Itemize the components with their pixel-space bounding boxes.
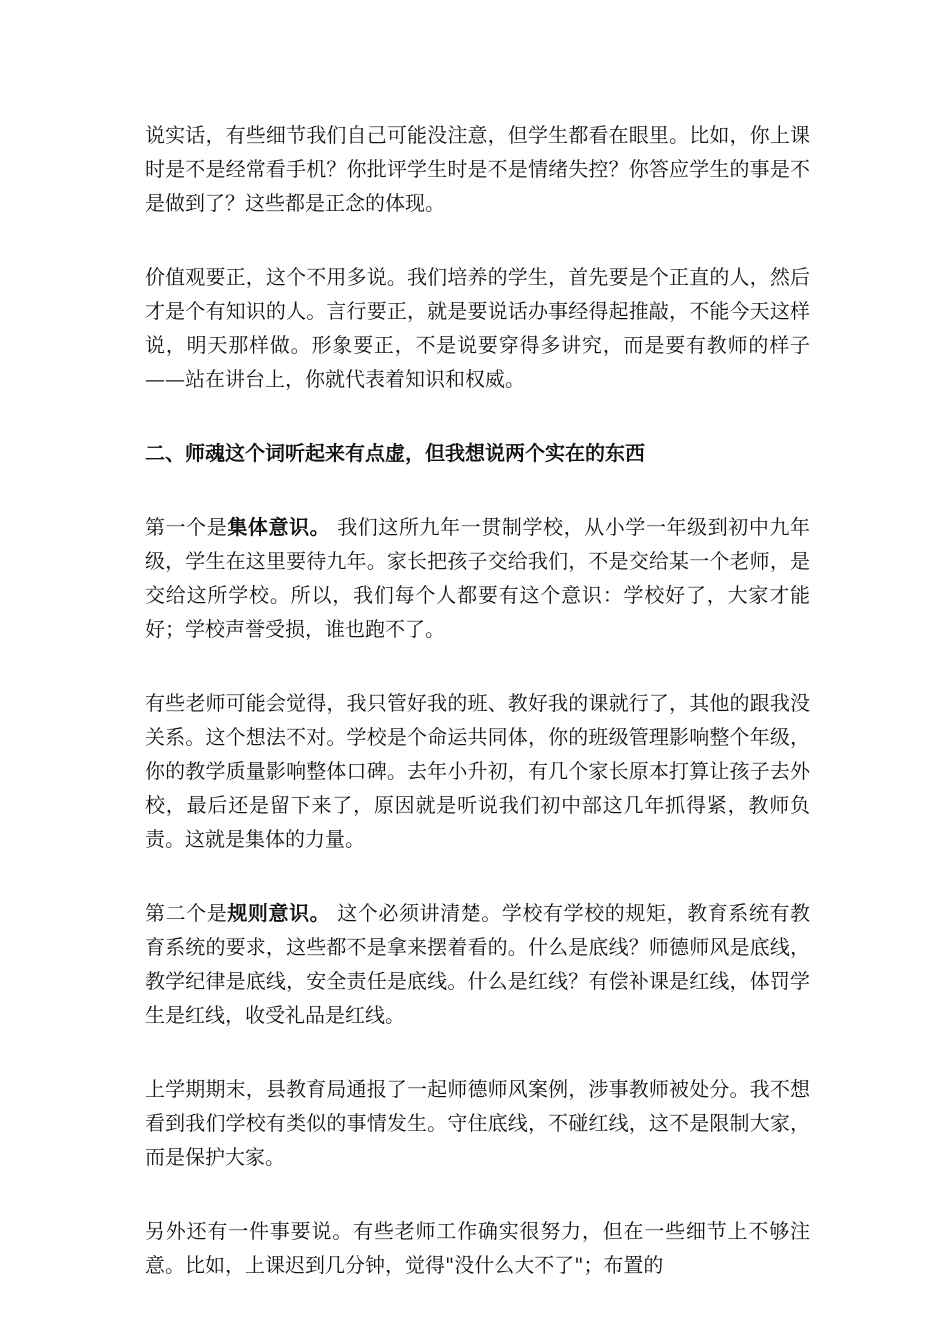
document-page: [145, 118, 810, 1322]
paragraph-5-body: 这个必须讲清楚。学校有学校的规矩，教育系统有教育系统的要求，这些都不是拿来摆着看的。什么是底线？师德师风是底线，教学纪律是底线，安全责任是底线。什么是红线？有偿补课是红线，体罚学生是红线，收受礼品是红线。: [145, 901, 811, 1027]
paragraph-7: 另外还有一件事要说。有些老师工作确实很努力，但在一些细节上不够注意。比如，上课迟到几分钟，觉得"没什么大不了"；布置的: [145, 1219, 810, 1277]
collective-awareness-term: 集体意识。: [227, 515, 331, 539]
paragraph-5-prefix: 第二个是: [145, 901, 228, 925]
section-heading-2: 二、师魂这个词听起来有点虚，但我想说两个实在的东西: [145, 441, 645, 465]
paragraph-1: 说实话，有些细节我们自己可能没注意，但学生都看在眼里。比如，你上课时是不是经常看手机？你批评学生时是不是情绪失控？你答应学生的事是不是做到了？这些都是正念的体现。: [145, 123, 810, 215]
rule-awareness-term: 规则意识。: [227, 901, 331, 925]
paragraph-6: 上学期期末，县教育局通报了一起师德师风案例，涉事教师被处分。我不想看到我们学校有类似的事情发生。守住底线，不碰红线，这不是限制大家，而是保护大家。: [145, 1077, 810, 1169]
paragraph-collective-awareness: [145, 510, 810, 646]
paragraph-2: 价值观要正，这个不用多说。我们培养的学生，首先要是个正直的人，然后才是个有知识的人。言行要正，就是要说话办事经得起推敲，不能今天这样说，明天那样做。形象要正，不是说要穿得多讲究，而是要有教师的样子——站在讲台上，你就代表着知识和权威。: [145, 265, 810, 391]
paragraph-3-prefix: 第一个是: [145, 515, 228, 539]
paragraph-rule-awareness: [145, 896, 810, 1032]
paragraph-3-body: 我们这所九年一贯制学校，从小学一年级到初中九年级，学生在这里要待九年。家长把孩子交给我们，不是交给某一个老师，是交给这所学校。所以，我们每个人都要有这个意识：学校好了，大家才能好；学校声誉受损，谁也跑不了。: [145, 515, 811, 641]
paragraph-4: 有些老师可能会觉得，我只管好我的班、教好我的课就行了，其他的跟我没关系。这个想法不对。学校是个命运共同体，你的班级管理影响整个年级，你的教学质量影响整体口碑。去年小升初，有几个家长原本打算让孩子去外校，最后还是留下来了，原因就是听说我们初中部这几年抓得紧，教师负责。这就是集体的力量。: [145, 691, 810, 851]
